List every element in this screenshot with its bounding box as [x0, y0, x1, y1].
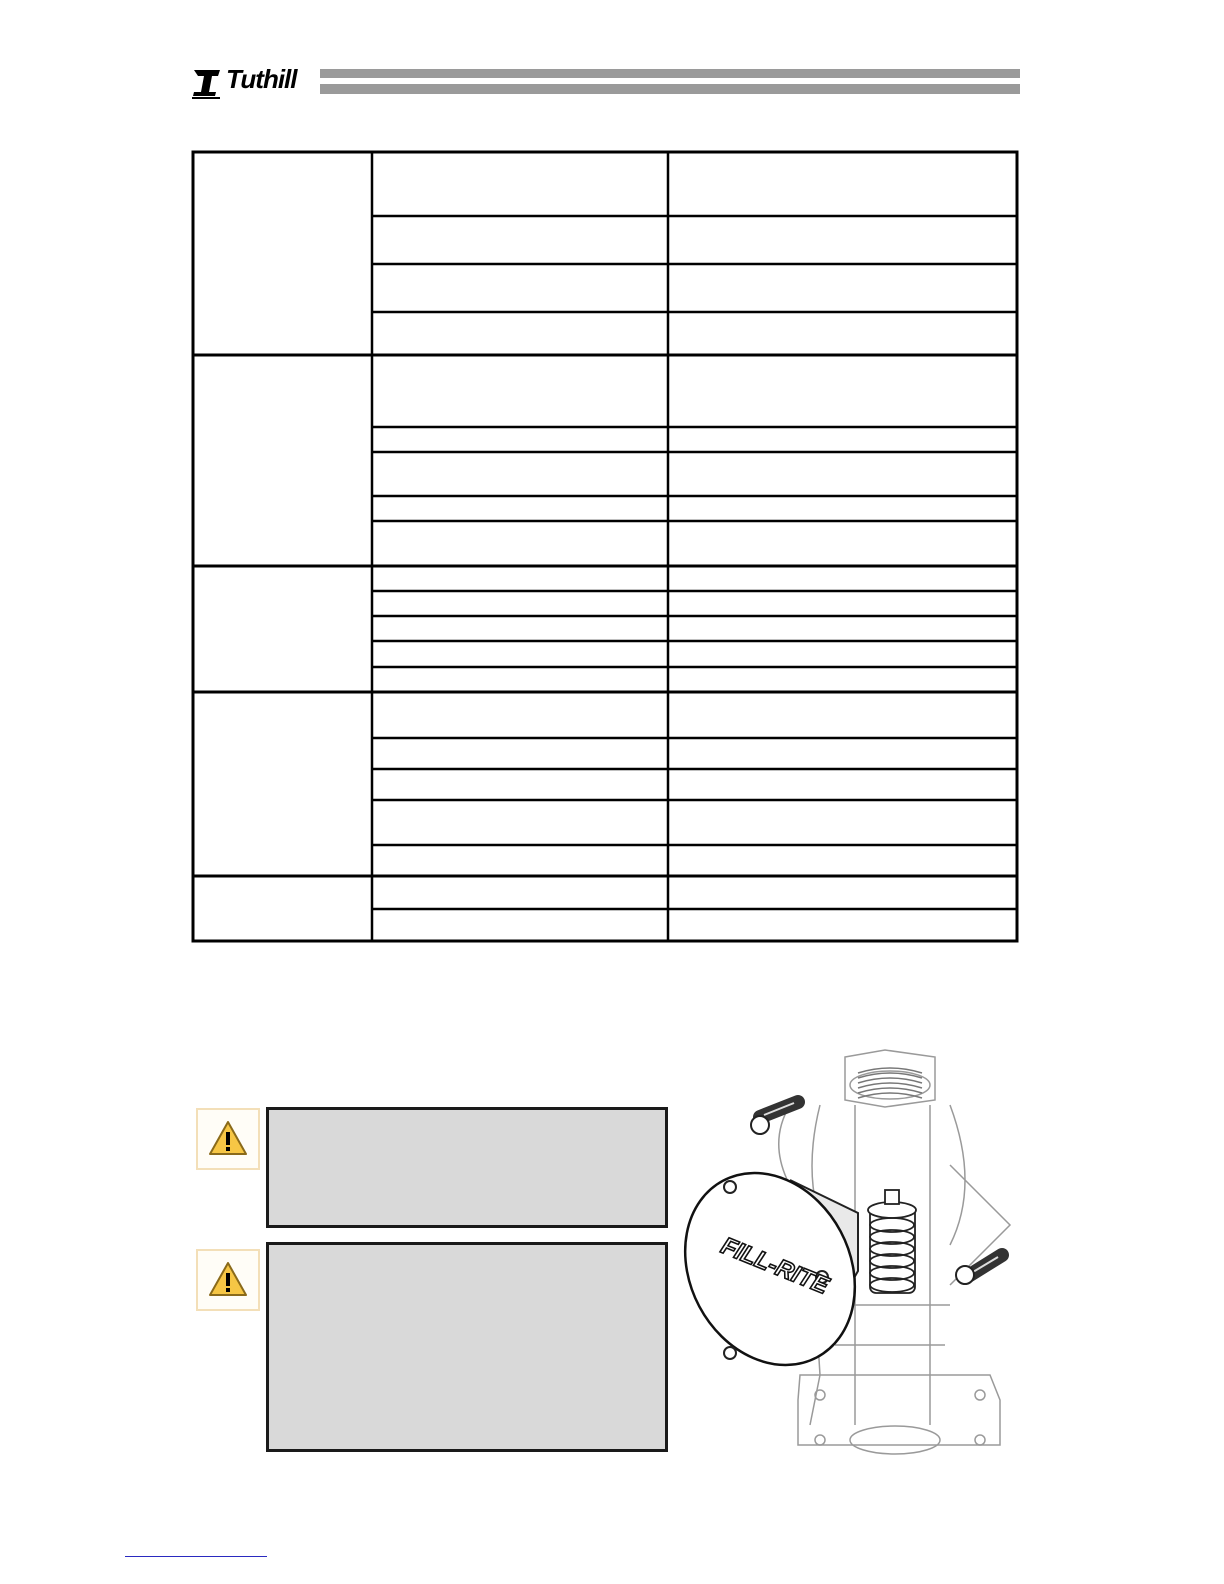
cover-plate	[680, 1143, 888, 1395]
fill-rite-wordmark: FILL-RITE	[717, 1232, 833, 1300]
bolt-left	[751, 1102, 798, 1134]
warning-icon-box	[196, 1249, 260, 1311]
pump-illustration	[680, 1045, 1020, 1465]
warning-triangle-icon	[198, 1110, 258, 1168]
table-border	[193, 152, 1017, 941]
footer-link-underline	[125, 1556, 267, 1557]
brand-name: Tuthill	[226, 64, 297, 94]
warning-box	[266, 1107, 668, 1228]
warning-box	[266, 1242, 668, 1452]
bolt-right	[956, 1255, 1002, 1284]
warning-icon-box	[196, 1108, 260, 1170]
warning-triangle-icon	[198, 1251, 258, 1309]
